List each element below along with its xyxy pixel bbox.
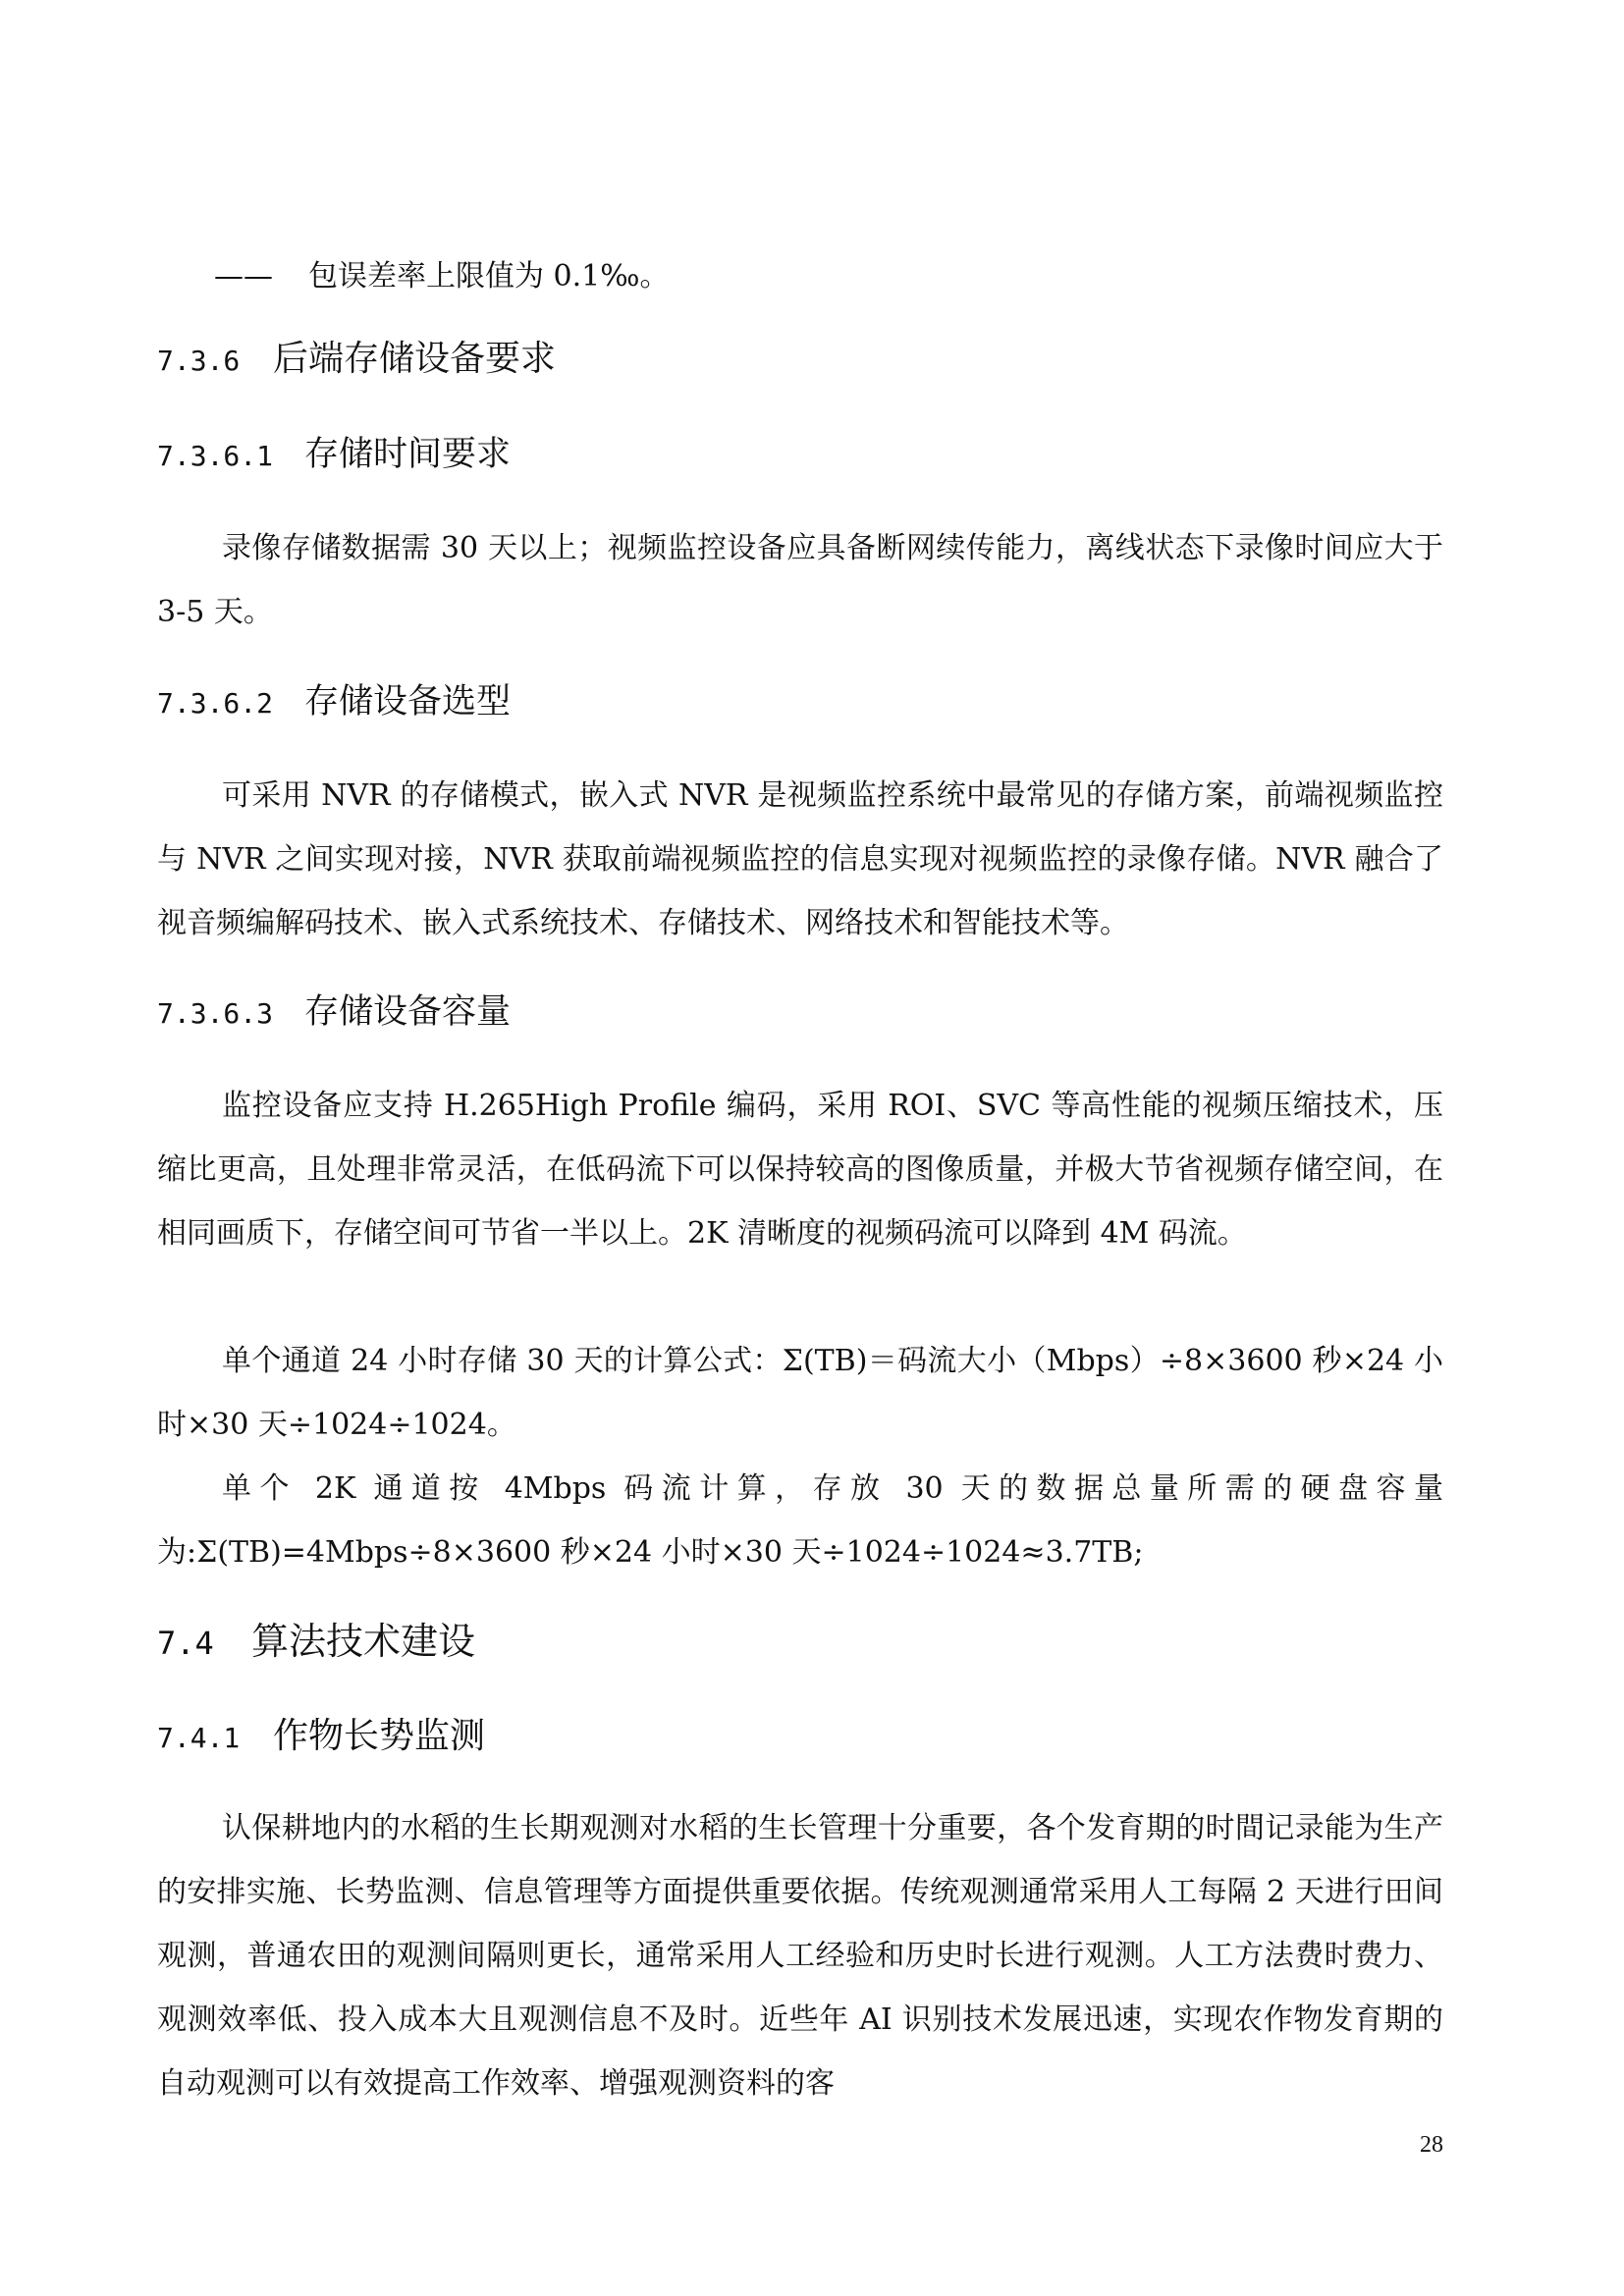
heading-title: 算法技术建设 <box>251 1620 476 1663</box>
heading-title: 后端存储设备要求 <box>273 339 557 379</box>
heading-number: 7.3.6.2 <box>157 687 274 720</box>
heading-title: 存储设备容量 <box>304 992 512 1032</box>
paragraph-crop-monitoring: 认保耕地内的水稻的生长期观测对水稻的生长管理十分重要，各个发育期的时間记录能为生产的安排实施、长势监测、信息管理等方面提供重要依据。传统观测通常采用人工每隔 2 天进行田间观测，普通农田的观测间隔则更长，通常采用人工经验和历史时长进行观测。人工方法费时费力、观测效率低、投入成本大且观测信息不及时。近些年 AI 识别技术发展迅速，实现农作物发育期的自动观测可以有效提高工作效率、增强观测资料的客 <box>157 1811 1443 2101</box>
bullet-item <box>214 257 1500 296</box>
heading-title: 存储设备选型 <box>304 682 512 721</box>
page-number: 28 <box>1420 2132 1443 2158</box>
heading-7-3-6-2 <box>157 679 1443 726</box>
bullet-dash: —— <box>214 259 273 294</box>
heading-7-3-6-3 <box>157 989 1443 1037</box>
paragraph-formula: 单个通道 24 小时存储 30 天的计算公式：Σ(TB)＝码流大小（Mbps）÷8×3600 秒×24 小时×30 天÷1024÷1024。 <box>157 1344 1443 1442</box>
paragraph-storage-selection: 可采用 NVR 的存储模式，嵌入式 NVR 是视频监控系统中最常见的存储方案，前端视频监控与 NVR 之间实现对接，NVR 获取前端视频监控的信息实现对视频监控的录像存储。NVR 融合了视音频编解码技术、嵌入式系统技术、存储技术、网络技术和智能技术等。 <box>157 778 1443 940</box>
heading-number: 7.3.6 <box>157 345 241 377</box>
heading-title: 作物长势监测 <box>273 1716 486 1756</box>
heading-number: 7.3.6.1 <box>157 440 274 472</box>
bullet-text: 包误差率上限值为 0.1‰。 <box>308 259 670 294</box>
heading-7-3-6-1 <box>157 432 1443 479</box>
paragraph-storage-time: 录像存储数据需 30 天以上；视频监控设备应具备断网续传能力，离线状态下录像时间应大于 3-5 天。 <box>157 531 1443 629</box>
heading-7-4-1 <box>157 1713 1443 1762</box>
heading-title: 存储时间要求 <box>304 435 512 474</box>
paragraph-calculation: 单个 2K 通道按 4Mbps 码流计算，存放 30 天的数据总量所需的硬盘容量为:Σ(TB)=4Mbps÷8×3600 秒×24 小时×30 天÷1024÷1024≈3.7TB; <box>157 1471 1443 1570</box>
heading-number: 7.4.1 <box>157 1722 241 1754</box>
heading-7-4 <box>157 1616 1443 1669</box>
heading-number: 7.4 <box>157 1625 214 1662</box>
heading-7-3-6 <box>157 336 1443 385</box>
heading-number: 7.3.6.3 <box>157 997 274 1030</box>
paragraph-storage-capacity: 监控设备应支持 H.265High Profile 编码，采用 ROI、SVC 等高性能的视频压缩技术，压缩比更高，且处理非常灵活，在低码流下可以保持较高的图像质量，并极大节省视频存储空间，在相同画质下，存储空间可节省一半以上。2K 清晰度的视频码流可以降到 4M 码流。 <box>157 1089 1443 1251</box>
